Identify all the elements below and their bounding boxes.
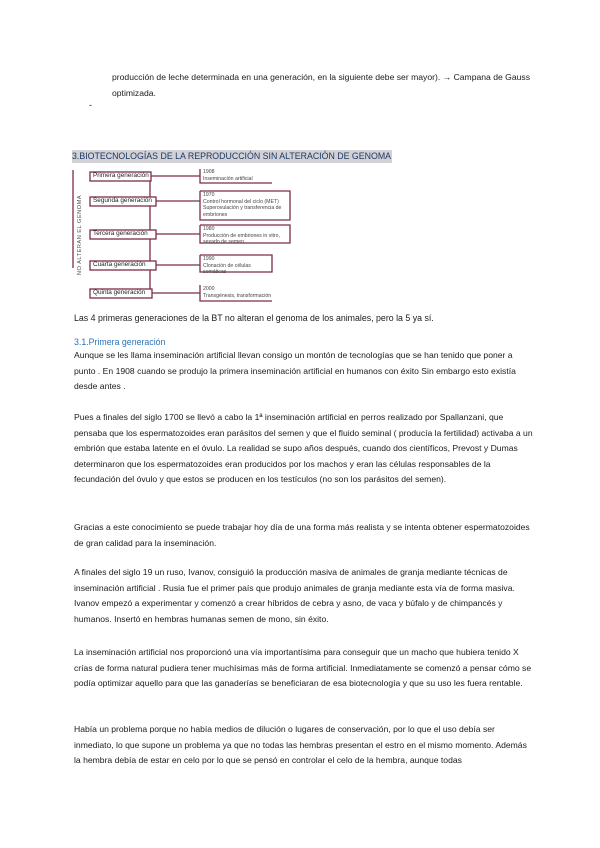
list-dash: - — [89, 100, 92, 110]
intro-paragraph: producción de leche determinada en una generación, en la siguiente debe ser mayor). → Campana de Gauss optimizada. — [112, 72, 531, 98]
generation-label: Segunda generación — [93, 197, 152, 204]
generations-diagram — [72, 165, 302, 305]
generation-label: Primera generación — [93, 172, 149, 179]
body-paragraph: A finales del siglo 19 un ruso, Ivanov, consiguió la producción masiva de animales de granja mediante técnicas de inseminación artificial . Rusia fue el primer país que produjo animales de granja mediante esta vía de forma masiva. Ivanov empezó a experimentar y comenzó a crear híbridos de cebra y asno, de vaca y búfalo y de chimpancés y humanos. Insertó en hembras humanas semen de mono, sin éxito. — [74, 567, 515, 624]
generation-label: Cuarta generación — [93, 261, 146, 268]
body-paragraph: Aunque se les llama inseminación artificial llevan consigo un montón de tecnologías que se han tenido que poner a punto . En 1908 cuando se produjo la primera inseminación artificial en humanos con éxito Sin embargo esto existía desde antes . — [74, 350, 516, 392]
generation-note: 1980 Producción de embriones in vitro, sexado de semen — [203, 226, 280, 246]
body-paragraph: Pues a finales del siglo 1700 se llevó a cabo la 1ª inseminación artificial en perros realizado por Spallanzani, que pensaba que los espermatozoides eran parásitos del semen y que el fluido seminal ( producía la fertilidad) activaba a un embrión que estaba latente en el óvulo. La realidad se supo años después, cuando dos científicos, Prevost y Dumas determinaron que los espermatozoides eran producidos por los machos y eran las células responsables de la fecundación del óvulo y que estos se producen en los testículos (no son los parásitos del semen). — [74, 412, 533, 485]
body-paragraph: Gracias a este conocimiento se puede trabajar hoy día de una forma más realista y se intenta obtener espermatozoides de gran calidad para la inseminación. — [74, 522, 530, 548]
generation-note: 1990 Clonación de células somáticas — [203, 256, 251, 276]
subsection-heading: 3.1.Primera generación — [74, 337, 166, 347]
generation-label: Quinta generación — [93, 289, 146, 296]
section-heading: 3.BIOTECNOLOGÍAS DE LA REPRODUCCIÓN SIN ALTERACIÓN DE GENOMA — [72, 151, 392, 161]
vertical-label: NO ALTERAN EL GENOMA — [77, 194, 83, 276]
body-paragraph: La inseminación artificial nos proporcionó una vía importantísima para conseguir que un macho que hubiera tenido X crías de forma natural pudiera tener muchísimas más de forma artificial. Inmediatamente se comenzó a pensar cómo se podía optimizar aquello para que las ganaderías se beneficiaran de esa biotecnología y que su uso les fuera rentable. — [74, 647, 532, 689]
generation-note: 1908 Inseminación artificial — [203, 169, 253, 182]
generation-note: 1970 Control hormonal del ciclo (MET) Superovulación y transferencia de embriones — [203, 192, 282, 218]
generation-note: 2000 Transgénesis, transformación — [203, 286, 272, 299]
diagram-caption: Las 4 primeras generaciones de la BT no alteran el genoma de los animales, pero la 5 ya sí. — [74, 313, 434, 323]
generation-label: Tercera generación — [93, 230, 148, 237]
body-paragraph: Había un problema porque no había medios de dilución o lugares de conservación, por lo que el uso debía ser inmediato, lo que supone un problema ya que no todas las hembras presentan el estro en el mismo momento. Además la hembra debía de estar en celo por lo que se pensó en controlar el celo de la hembra, aunque todas — [74, 724, 527, 766]
